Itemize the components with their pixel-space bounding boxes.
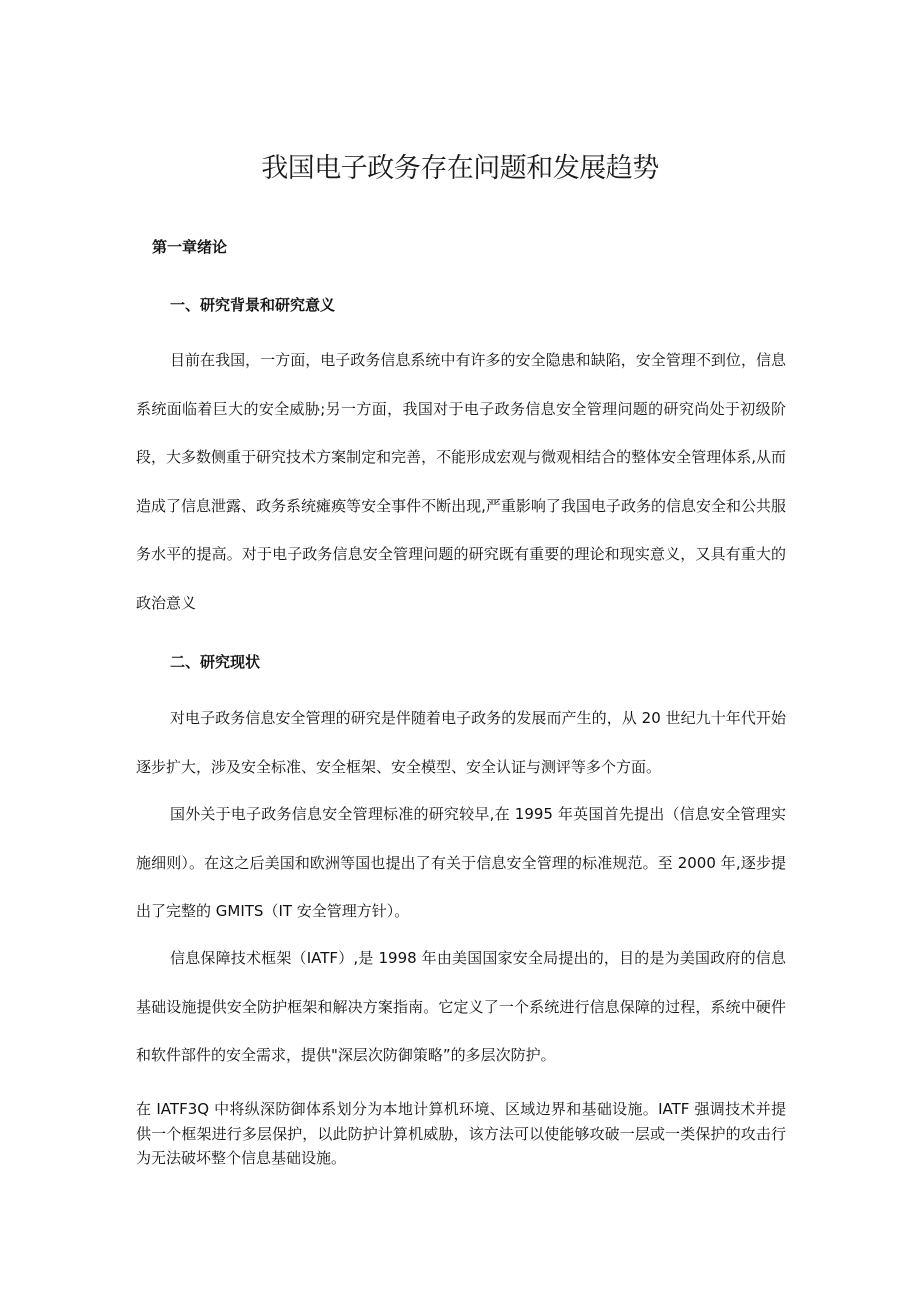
document-title: 我国电子政务存在问题和发展趋势 [261, 153, 659, 184]
paragraph-background: 目前在我国，一方面，电子政务信息系统中有许多的安全隐患和缺陷，安全管理不到位，信息系统面临着巨大的安全威胁;另一方面，我国对于电子政务信息安全管理问题的研究尚处于初级阶段，大多数侧重于研究技术方案制定和完善，不能形成宏观与微观相结合的整体安全管理体系,从而造成了信息泄露、政务系统瘫痪等安全事件不断出现,严重影响了我国电子政务的信息安全和公共服务水平的提高。对于电子政务信息安全管理问题的研究既有重要的理论和现实意义，又具有重大的政治意义 [136, 351, 786, 612]
paragraph-iatf: 信息保障技术框架（IATF）,是 1998 年由美国国家安全局提出的，目的是为美国政府的信息基础设施提供安全防护框架和解决方案指南。它定义了一个系统进行信息保障的过程，系统中硬件和软件部件的安全需求，提供"深层次防御策略”的多层次防护。 [136, 949, 786, 1065]
section-heading-status: 二、研究现状 [170, 653, 261, 671]
paragraph-foreign-standards: 国外关于电子政务信息安全管理标准的研究较早,在 1995 年英国首先提出（信息安全管理实施细则）。在这之后美国和欧洲等国也提出了有关于信息安全管理的标准规范。至 2000 年,逐步提出了完整的 GMITS（IT 安全管理方针）。 [136, 805, 786, 921]
paragraph-status-intro: 对电子政务信息安全管理的研究是伴随着电子政务的发展而产生的，从 20 世纪九十年代开始逐步扩大，涉及安全标准、安全框架、安全模型、安全认证与测评等多个方面。 [136, 709, 786, 776]
paragraph-iatf-defense: 在 IATF3Q 中将纵深防御体系划分为本地计算机环境、区域边界和基础设施。IATF 强调技术并提供一个框架进行多层保护，以此防护计算机威胁，该方法可以使能够攻破一层或一类保护的攻击行为无法破坏整个信息基础设施。 [136, 1100, 786, 1167]
section-heading-background: 一、研究背景和研究意义 [170, 296, 336, 314]
chapter-heading: 第一章绪论 [152, 238, 228, 256]
